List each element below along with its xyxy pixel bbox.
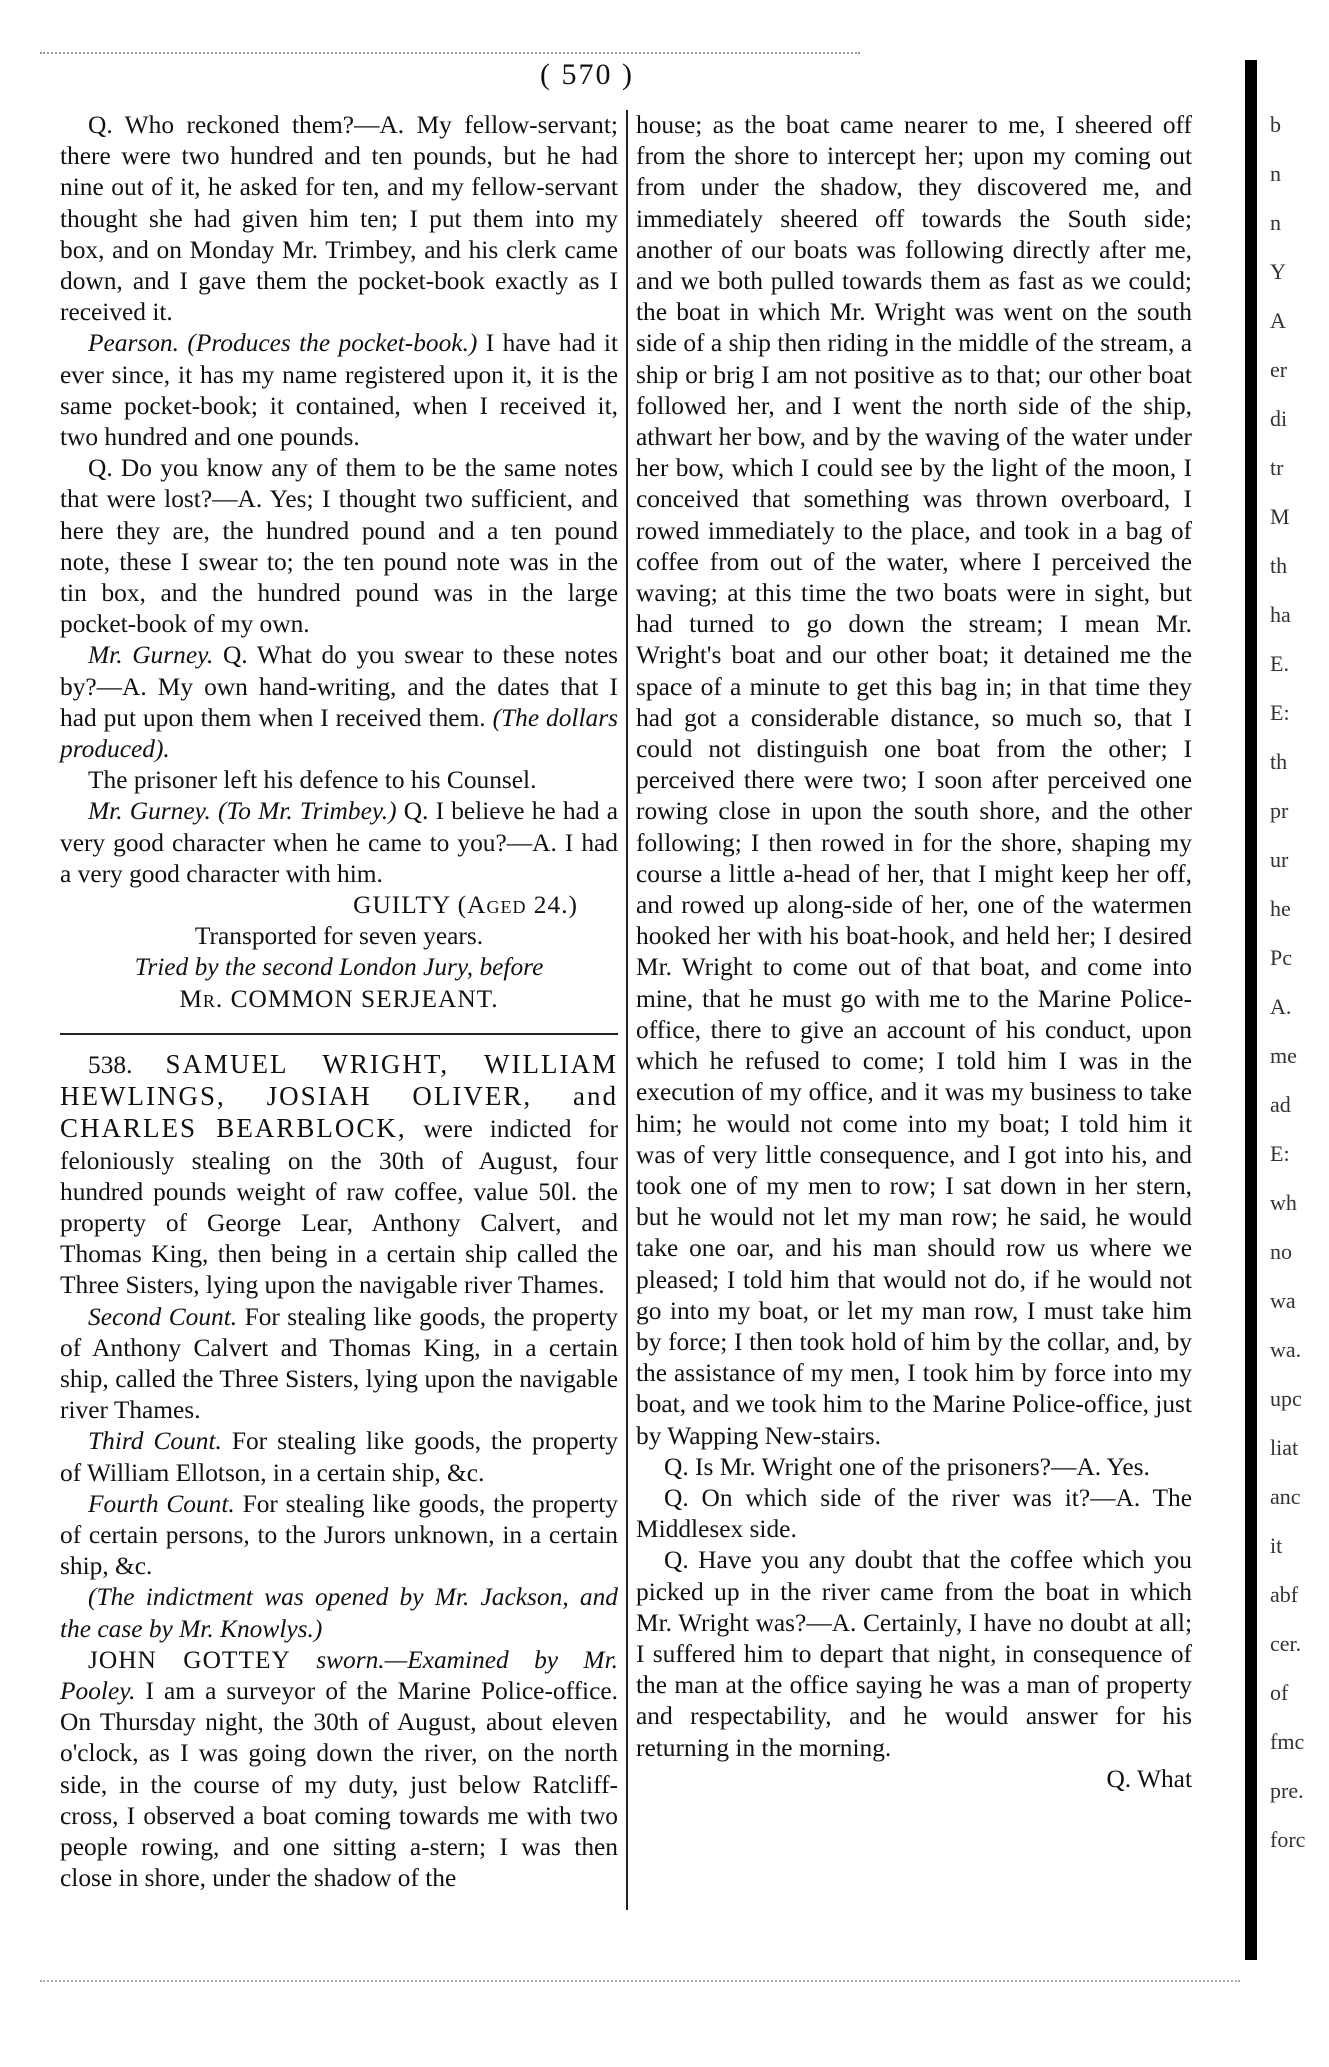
sentence: Transported for seven years.: [194, 922, 484, 951]
paragraph: [60, 640, 618, 765]
count-paragraph: [60, 1302, 618, 1427]
catchword: Q. What: [1106, 1764, 1192, 1793]
facing-page-fragments: [1270, 100, 1329, 1864]
count-text: For stealing like goods, the property of Anthony Calvert and Thomas King, in a certain ship, called the Three Sisters, lying upon the navigable river Thames.: [60, 1302, 618, 1425]
witness-sworn: sworn.—Examined by Mr. Pooley.: [60, 1645, 618, 1705]
edge-fragment: anc: [1270, 1484, 1301, 1509]
edge-fragment: it: [1270, 1533, 1283, 1558]
stage-direction: (The dollars produced).: [60, 703, 618, 764]
edge-fragment: M: [1270, 504, 1290, 529]
edge-fragment: n: [1270, 210, 1281, 235]
paragraph: Q. Is Mr. Wright one of the prisoners?—A. Yes.: [664, 1452, 1150, 1481]
edge-fragment: upc: [1270, 1386, 1302, 1411]
paragraph: Q. Have you any doubt that the coffee which you picked up in the river came from the boat in which Mr. Wright was?—A. Certainly, I have no doubt at all; I suffered him to depart that night, in consequence of the man at the office saying he was a man of property and respectability, and he would answer for his returning in the morning.: [636, 1546, 1192, 1762]
top-rule: [40, 52, 860, 54]
edge-fragment: no: [1270, 1239, 1292, 1264]
witness-testimony: I am a surveyor of the Marine Police-office. On Thursday night, the 30th of August, about eleven o'clock, as I was going down the river, on the north side, in the course of my duty, just below Ratcliff-cross, I observed a boat coming towards me with two people rowing, and one sitting a-stern; I was then close in shore, under the shadow of the: [60, 1676, 618, 1893]
edge-fragment: pre.: [1270, 1778, 1304, 1803]
edge-fragment: me: [1270, 1043, 1297, 1068]
edge-fragment: di: [1270, 406, 1288, 431]
witness-paragraph: [60, 1645, 618, 1895]
edge-fragment: liat: [1270, 1435, 1299, 1460]
edge-fragment: ha: [1270, 602, 1291, 627]
edge-fragment: tr: [1270, 455, 1284, 480]
jury-line: Tried by the second London Jury, before: [134, 953, 544, 982]
edge-fragment: pr: [1270, 798, 1289, 823]
edge-fragment: wa: [1270, 1288, 1296, 1313]
speaker-name: Mr. Gurney.: [88, 641, 214, 670]
edge-fragment: he: [1270, 896, 1291, 921]
case-heading: [60, 1049, 618, 1302]
indictment-text: were indicted for feloniously stealing on the 30th of August, four hundred pounds weight of raw coffee, value 50l. the property of George Lear, Anthony Calvert, and Thomas King, then being in a certain ship called the Three Sisters, lying upon the navigable river Thames.: [60, 1115, 618, 1300]
paragraph: Q. Do you know any of them to be the same notes that were lost?—A. Yes; I thought two sufficient, and here they are, the hundred pound and a ten pound note, these I swear to; the ten pound note was in the tin box, and the hundred pound was in the large pocket-book of my own.: [60, 454, 618, 639]
edge-fragment: forc: [1270, 1827, 1306, 1852]
testimony-text: I have had it ever since, it has my name registered upon it, it is the same pocket-book; it contained, when I received it, two hundred and one pounds.: [60, 329, 619, 452]
bottom-rule: [40, 1980, 1240, 1982]
testimony-text: Q. What do you swear to these notes by?—A. My own hand-writing, and the dates that I had put upon them when I received them.: [60, 641, 618, 732]
page-number: ( 570 ): [540, 58, 634, 91]
testimony-text: Q. I believe he had a very good character when he came to you?—A. I had a very good character with him.: [60, 797, 618, 888]
stage-direction: (Produces the pocket-book.): [187, 329, 478, 358]
edge-fragment: th: [1270, 553, 1288, 578]
count-label: Third Count.: [88, 1427, 222, 1456]
column-divider: [626, 110, 628, 1910]
edge-fragment: fmc: [1270, 1729, 1305, 1754]
count-label: Second Count.: [88, 1302, 238, 1331]
edge-fragment: A.: [1270, 994, 1292, 1019]
edge-fragment: th: [1270, 749, 1288, 774]
count-text: For stealing like goods, the property of certain persons, to the Jurors unknown, in a certain ship, &c.: [60, 1489, 618, 1581]
paragraph: [60, 328, 618, 453]
page-edge-bar: [1245, 60, 1257, 1960]
paragraph: Q. On which side of the river was it?—A. The Middlesex side.: [636, 1483, 1192, 1544]
edge-fragment: wa.: [1270, 1337, 1302, 1362]
edge-fragment: b: [1270, 112, 1281, 137]
count-paragraph: [60, 1489, 618, 1583]
defendant-names: SAMUEL WRIGHT, WILLIAM HEWLINGS, JOSIAH OLIVER, and CHARLES BEARBLOCK,: [60, 1048, 618, 1144]
count-paragraph: [60, 1426, 618, 1488]
paragraph: Q. Who reckoned them?—A. My fellow-servant; there were two hundred and ten pounds, but he had nine out of it, he asked for ten, and my fellow-servant thought she had given him ten; I put them into my box, and on Monday Mr. Trimbey, and his clerk came down, and I gave them the pocket-book exactly as I received it.: [60, 111, 618, 327]
section-divider: [60, 1033, 618, 1035]
stage-direction: (To Mr. Trimbey.): [218, 797, 397, 826]
edge-fragment: Y: [1270, 259, 1286, 284]
edge-fragment: cer.: [1270, 1631, 1302, 1656]
edge-fragment: E:: [1270, 700, 1290, 725]
count-text: For stealing like goods, the property of William Ellotson, in a certain ship, &c.: [60, 1427, 618, 1487]
edge-fragment: E.: [1270, 651, 1289, 676]
edge-fragment: wh: [1270, 1190, 1297, 1215]
edge-fragment: ur: [1270, 847, 1289, 872]
speaker-name: Mr. Gurney.: [88, 797, 211, 826]
edge-fragment: er: [1270, 357, 1288, 382]
case-number: 538.: [88, 1050, 133, 1079]
judge-line: Mr. COMMON SERJEANT.: [179, 984, 499, 1013]
edge-fragment: Pc: [1270, 945, 1292, 970]
edge-fragment: E:: [1270, 1141, 1290, 1166]
witness-name: JOHN GOTTEY: [88, 1645, 291, 1674]
count-label: Fourth Count.: [88, 1489, 235, 1518]
verdict: GUILTY (Aged 24.): [353, 891, 578, 920]
edge-fragment: ad: [1270, 1092, 1291, 1117]
speaker-name: Pearson.: [88, 329, 179, 358]
paragraph: [60, 796, 618, 890]
paragraph: The prisoner left his defence to his Counsel.: [88, 766, 537, 795]
edge-fragment: of: [1270, 1680, 1289, 1705]
right-column: [636, 110, 1192, 1795]
edge-fragment: n: [1270, 161, 1281, 186]
edge-fragment: abf: [1270, 1582, 1299, 1607]
paragraph: house; as the boat came nearer to me, I sheered off from the shore to intercept her; upon my coming out from under the shadow, they discovered me, and immediately sheered off towards the South side; another of our boats was following directly after me, and we both pulled towards them as fast as we could; the boat in which Mr. Wright was went on the south side of a ship then riding in the middle of the stream, a ship or brig I am not positive as to that; our other boat followed her, and I went the north side of the ship, athwart her bow, and by the waving of the water under her bow, which I could see by the light of the moon, I conceived that something was thrown overboard, I rowed immediately to the place, and took in a bag of coffee from out of the water, where I perceived the waving; at this time the two boats were in sight, but had turned to go down the stream; I mean Mr. Wright's boat and our other boat; it detained me the space of a minute to get this bag in; in that time they had got a considerable distance, so much so, that I could not distinguish one boat from the other; I perceived there were two; I soon after perceived one rowing close in upon the south shore, and the other following; I then rowed in for the shore, shaping my course a little a-head of her, that I might keep her off, and rowed up along-side of her, one of the watermen hooked her with his boat-hook, and held her; I desired Mr. Wright to come out of that boat, and come into mine, that he must go with me to the Marine Police-office, there to give an account of his conduct, upon which he refused to come; I told him I was in the execution of my office, and it was my business to take him; he would not come into my boat; I told him it was of very little consequence, and I got into his, and took one of my men to row; I sat down in her stern, but he would not let my man row; he said, he would take one oar, and his man should row us where we pleased; I told him that would not do, if he would not go into my boat, or let my man row, I must take him by force; I then took hold of him by the collar, and, by the assistance of my men, I took him by force into my boat, and we took him to the Marine Police-office, just by Wapping New-stairs.: [636, 111, 1192, 1450]
edge-fragment: A: [1270, 308, 1286, 333]
left-column: [60, 110, 618, 1894]
opening-note: (The indictment was opened by Mr. Jackson, and the case by Mr. Knowlys.): [60, 1583, 618, 1643]
